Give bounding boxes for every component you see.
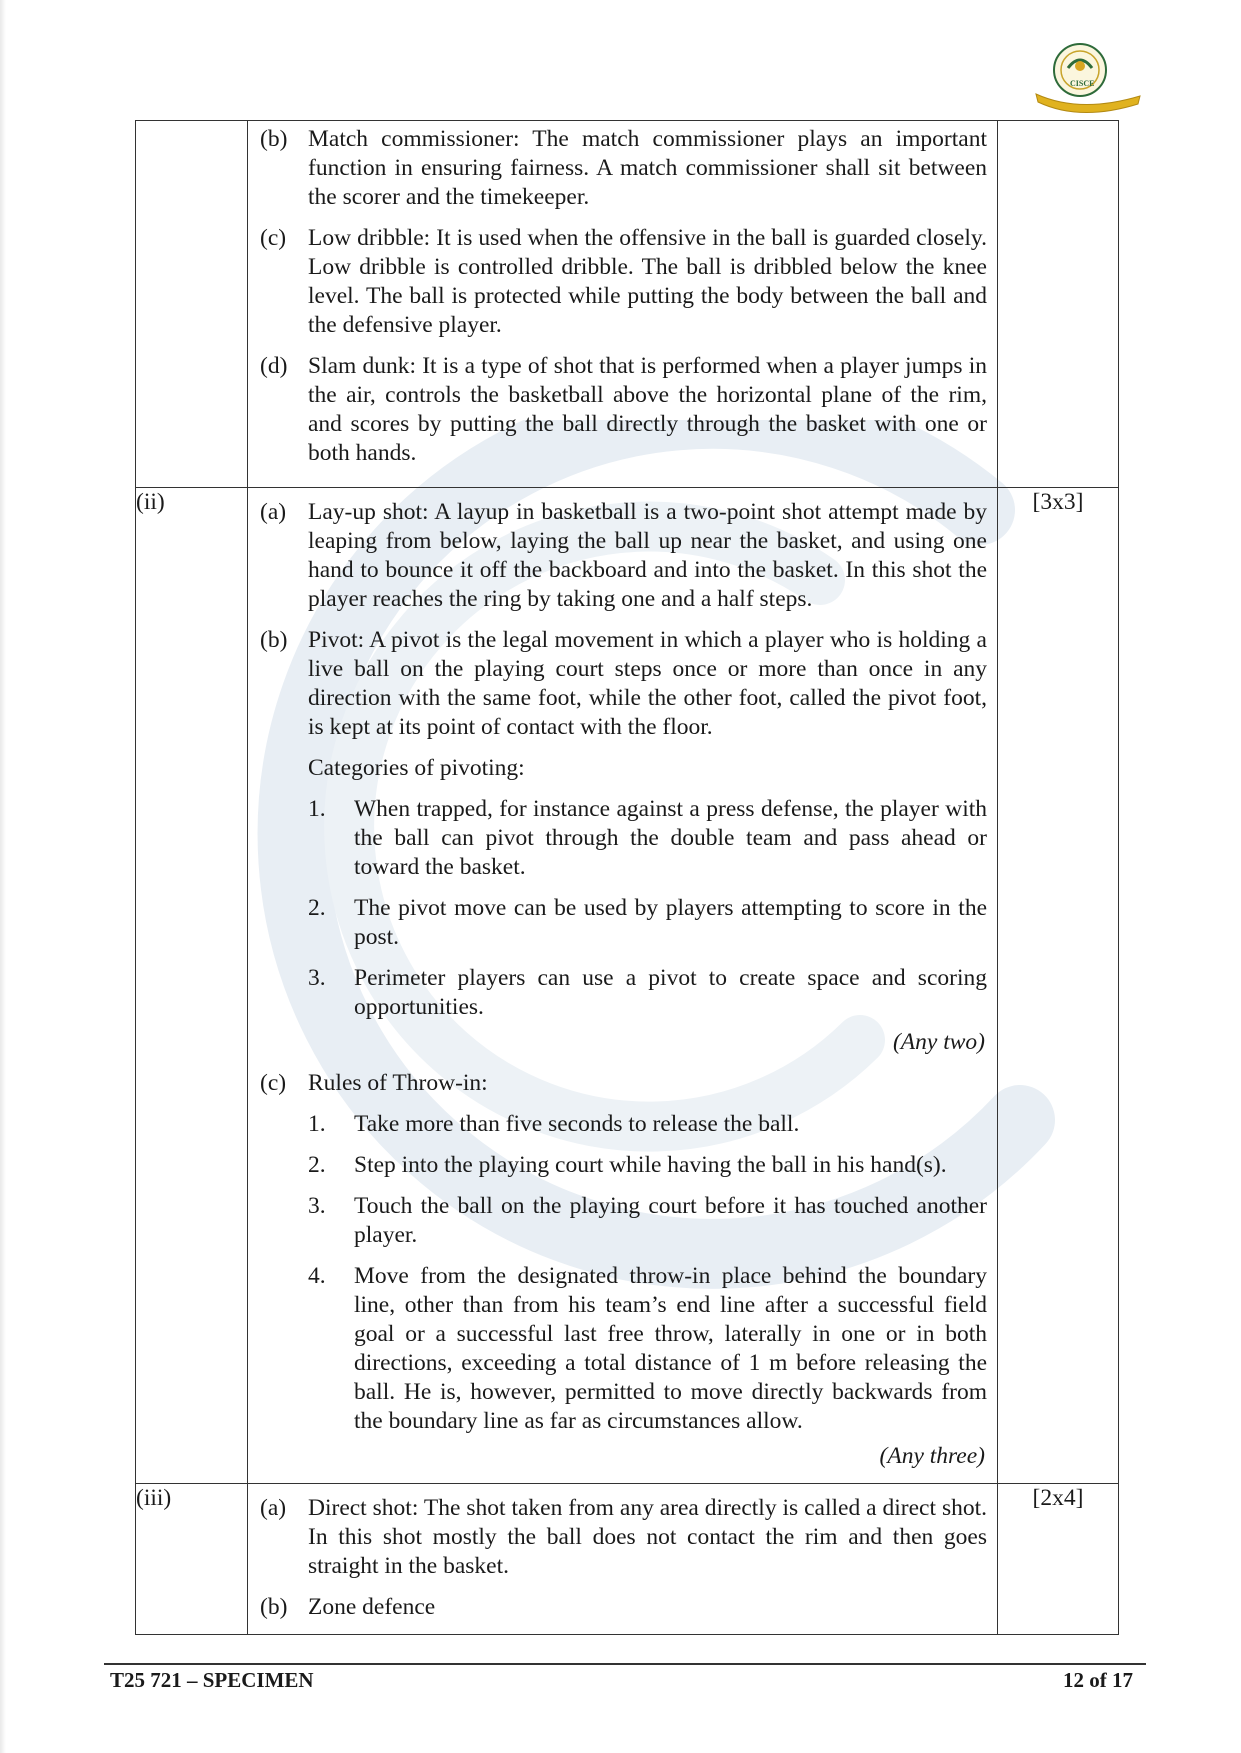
list-number: 3. (308, 1193, 326, 1219)
pivot-list-item (308, 964, 987, 1022)
item-label: (b) (260, 126, 288, 152)
list-text: Step into the playing court while having the ball in his hand(s). (354, 1152, 947, 1178)
question-number (136, 121, 248, 488)
list-text: When trapped, for instance against a press defense, the player with the ball can pivot through the double team and pass ahead or toward the basket. (354, 796, 987, 880)
marks-cell: [3x3] (998, 488, 1119, 1484)
answer-cell (248, 488, 998, 1484)
item-label: (c) (260, 1070, 287, 1096)
item-label: (c) (260, 225, 287, 251)
list-number: 2. (308, 895, 326, 921)
logo-text: CISCE (1070, 79, 1095, 88)
any-two-note: (Any two) (892, 1029, 985, 1055)
list-number: 2. (308, 1152, 326, 1178)
pivot-list-item (308, 795, 987, 882)
answer-cell (248, 1484, 998, 1635)
item-label: (b) (260, 1594, 288, 1620)
item-label: (d) (260, 353, 288, 379)
list-item (260, 125, 987, 212)
paper-code: T25 721 – SPECIMEN (110, 1668, 314, 1692)
throw-in-list-item (308, 1151, 987, 1180)
marks-cell (998, 121, 1119, 488)
item-text: Match commissioner: The match commissioner plays an important function in ensuring fairness. A match commissioner shall sit between the scorer and the timekeeper. (308, 126, 987, 210)
throw-in-list-item (308, 1192, 987, 1250)
list-text: Touch the ball on the playing court before it has touched another player. (354, 1193, 987, 1248)
list-item (260, 1593, 987, 1622)
throw-in-list-item (308, 1110, 987, 1139)
list-text: Perimeter players can use a pivot to create space and scoring opportunities. (354, 965, 987, 1020)
answer-table (135, 120, 1119, 1635)
list-item (260, 498, 987, 614)
list-text: The pivot move can be used by players attempting to score in the post. (354, 895, 987, 950)
item-label: (a) (260, 1495, 287, 1521)
cisce-logo (1028, 36, 1146, 116)
answer-cell (248, 121, 998, 488)
item-label: (b) (260, 627, 288, 653)
item-text: Direct shot: The shot taken from any area directly is called a direct shot. In this shot mostly the ball does not contact the rim and then goes straight in the basket. (308, 1495, 987, 1579)
item-text: Zone defence (308, 1594, 436, 1620)
list-item (260, 224, 987, 340)
marks-cell: [2x4] (998, 1484, 1119, 1635)
question-number: (iii) (136, 1484, 248, 1635)
table-row (136, 488, 1119, 1484)
list-text: Take more than five seconds to release the ball. (354, 1111, 800, 1137)
item-label: (a) (260, 499, 287, 525)
item-text: Low dribble: It is used when the offensive in the ball is guarded closely. Low dribble is controlled dribble. The ball is dribbled below the knee level. The ball is protected while putting the body between the ball and the defensive player. (308, 225, 987, 338)
pivot-list-item (308, 894, 987, 952)
list-item (260, 352, 987, 468)
list-number: 1. (308, 1111, 326, 1137)
item-text: Pivot: A pivot is the legal movement in which a player who is holding a live ball on the playing court steps once or more than once in any direction with the same foot, while the other foot, called the pivot foot, is kept at its point of contact with the floor. (308, 627, 987, 740)
table-row (136, 121, 1119, 488)
footer-divider (104, 1663, 1146, 1665)
item-text: Slam dunk: It is a type of shot that is performed when a player jumps in the air, controls the basketball above the horizontal plane of the rim, and scores by putting the ball directly through the basket with one or both hands. (308, 353, 987, 466)
item-text: Rules of Throw-in: (308, 1070, 488, 1096)
list-number: 3. (308, 965, 326, 991)
cisce-emblem-icon (1028, 36, 1146, 116)
page-edge-shadow (0, 0, 6, 1753)
any-three-note: (Any three) (879, 1443, 985, 1469)
list-item (260, 1069, 987, 1098)
list-item (260, 1494, 987, 1581)
pivot-categories-heading: Categories of pivoting: (308, 755, 525, 781)
list-number: 1. (308, 796, 326, 822)
table-row (136, 1484, 1119, 1635)
list-item (260, 626, 987, 742)
item-text: Lay-up shot: A layup in basketball is a two-point shot attempt made by leaping from below, laying the ball up near the basket, and using one hand to bounce it off the backboard and into the basket. In this shot the player reaches the ring by taking one and a half steps. (308, 499, 987, 612)
list-number: 4. (308, 1263, 326, 1289)
list-text: Move from the designated throw-in place behind the boundary line, other than from his team’s end line after a successful field goal or a successful last free throw, laterally in one or in both directions, exceeding a total distance of 1 m before releasing the ball. He is, however, permitted to move directly backwards from the boundary line as far as circumstances allow. (354, 1263, 987, 1434)
throw-in-list-item (308, 1262, 987, 1436)
question-number: (ii) (136, 488, 248, 1484)
page-number: 12 of 17 (1063, 1668, 1133, 1692)
